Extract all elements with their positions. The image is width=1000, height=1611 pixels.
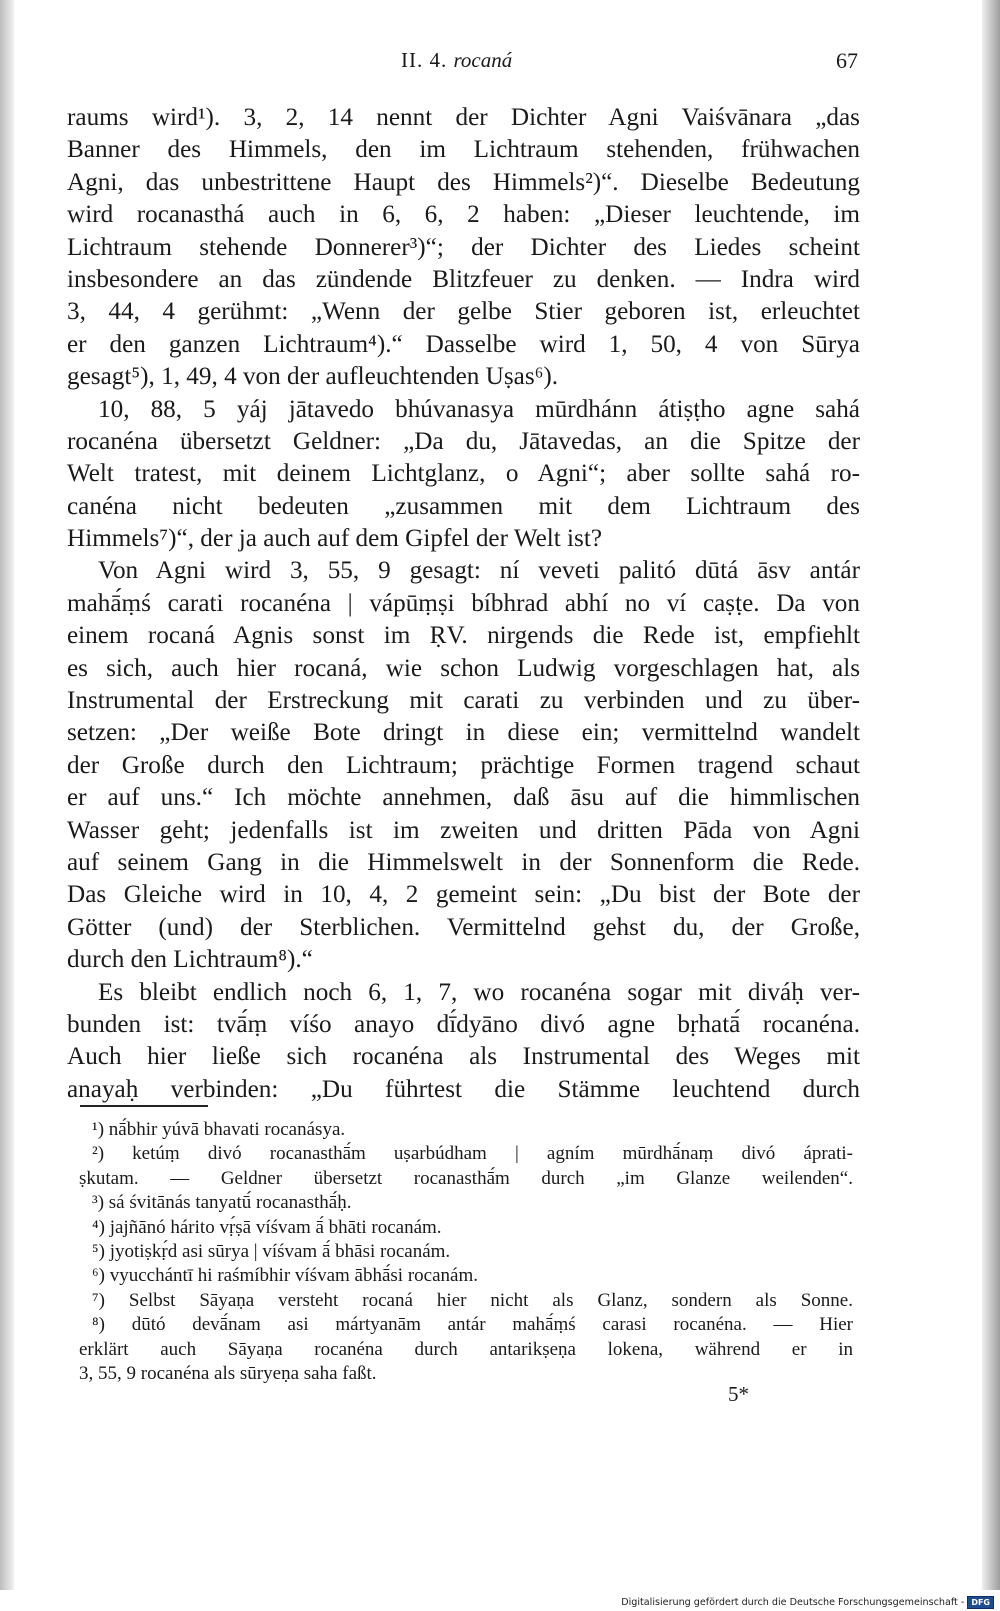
text-line: Himmels⁷)“, der ja auch auf dem Gipfel der Welt ist? — [67, 525, 603, 553]
text-line: 10, 88, 5 yáj jātavedo bhúvanasya mūrdhánn átiṣṭho agne sahá — [98, 395, 860, 423]
text-line: Auch hier ließe sich rocanéna als Instrumental des Weges mit — [67, 1043, 860, 1071]
text-line: canéna nicht bedeuten „zusammen mit dem Lichtraum des — [67, 492, 860, 520]
text-line: mahā́ṃś carati rocanéna | vápūṃṣi bíbhrad abhí no ví caṣṭe. Da von — [67, 589, 860, 617]
text-line: Das Gleiche wird in 10, 4, 2 gemeint sein: „Du bist der Bote der — [67, 881, 860, 909]
text-line: rocanéna übersetzt Geldner: „Da du, Jātavedas, an die Spitze der — [67, 427, 860, 455]
footnote-line: ṣkutam. — Geldner übersetzt rocanasthā́m durch „im Glanze weilenden“. — [79, 1167, 853, 1189]
text-line: der Große durch den Lichtraum; prächtige Formen tragend schaut — [67, 751, 860, 779]
text-line: Wasser geht; jedenfalls ist im zweiten und dritten Pāda von Agni — [67, 816, 860, 844]
text-line: Götter (und) der Sterblichen. Vermittelnd gehst du, der Große, — [67, 913, 860, 941]
text-line: setzen: „Der weiße Bote dringt in diese ein; vermittelnd wandelt — [67, 719, 860, 747]
running-title-prefix: II. 4. — [401, 48, 448, 72]
footnote-divider — [80, 1105, 208, 1107]
footnote-line: ²) ketúṃ divó rocanasthā́m uṣarbúdham | agním mūrdhā́naṃ divó áprati- — [92, 1143, 853, 1165]
text-line: Es bleibt endlich noch 6, 1, 7, wo rocanéna sogar mit diváḥ ver- — [98, 978, 860, 1006]
footnote-line: ⁶) vyucchántī hi raśmíbhir víśvam ābhā́si rocanám. — [92, 1265, 478, 1287]
footnote-line: ⁷) Selbst Sāyaṇa versteht rocaná hier nicht als Glanz, sondern als Sonne. — [92, 1289, 853, 1311]
text-line: Agni, das unbestrittene Haupt des Himmels²)“. Dieselbe Bedeutung — [67, 168, 860, 196]
text-line: wird rocanasthá auch in 6, 6, 2 haben: „Dieser leuchtende, im — [67, 201, 860, 229]
digitization-credit — [621, 1596, 994, 1609]
text-line: er auf uns.“ Ich möchte annehmen, daß āsu auf die himmlischen — [67, 784, 860, 812]
text-line: anayaḥ verbinden: „Du führtest die Stämme leuchtend durch — [67, 1075, 860, 1103]
running-title — [401, 48, 512, 73]
text-line: auf seinem Gang in die Himmelswelt in der Sonnenform die Rede. — [67, 848, 860, 876]
footnote-line: erklärt auch Sāyaṇa rocanéna durch antarikṣeṇa lokena, während er in — [79, 1338, 853, 1360]
text-line: gesagt⁵), 1, 49, 4 von der aufleuchtenden Uṣas⁶). — [67, 363, 559, 391]
text-line: insbesondere an das zündende Blitzfeuer zu denken. — Indra wird — [67, 265, 860, 293]
text-line: er den ganzen Lichtraum⁴).“ Dasselbe wird 1, 50, 4 von Sūrya — [67, 330, 860, 358]
footnote-line: ⁴) jajñānó hárito vṛ́ṣā víśvam ā́ bhāti rocanám. — [92, 1216, 442, 1238]
text-line: Von Agni wird 3, 55, 9 gesagt: ní veveti palitó dūtá āsv antár — [98, 557, 860, 585]
text-line: raums wird¹). 3, 2, 14 nennt der Dichter Agni Vaiśvānara „das — [67, 104, 860, 131]
text-line: 3, 44, 4 gerühmt: „Wenn der gelbe Stier geboren ist, erleuchtet — [67, 298, 860, 326]
text-line: Welt tratest, mit deinem Lichtglanz, o Agni“; aber sollte sahá ro- — [67, 460, 860, 488]
text-line: Banner des Himmels, den im Lichtraum stehenden, frühwachen — [67, 136, 860, 164]
page-edge-right — [982, 0, 1000, 1590]
footnote-line: ⁸) dūtó devā́nam asi mártyanām antár mahā́ṃś carasi rocanéna. — Hier — [92, 1314, 853, 1336]
text-line: einem rocaná Agnis sonst im ṚV. nirgends die Rede ist, empfiehlt — [67, 622, 860, 650]
dfg-logo: DFG — [967, 1596, 994, 1609]
body-text — [67, 102, 860, 1106]
page-edge-left — [0, 0, 14, 1590]
signature-mark: 5* — [728, 1382, 749, 1406]
text-line: bunden ist: tvā́ṃ víśo anayo dī́dyāno divó agne bṛhatā́ rocanéna. — [67, 1010, 860, 1038]
text-line: es sich, auch hier rocaná, wie schon Ludwig vorgeschlagen hat, als — [67, 654, 860, 682]
page-header — [68, 44, 858, 76]
text-line: Instrumental der Erstreckung mit carati zu verbinden und zu über- — [67, 687, 860, 715]
footnotes — [79, 1118, 853, 1386]
text-line: durch den Lichtraum⁸).“ — [67, 946, 313, 974]
footnote-line: ³) sá śvitānás tanyatū́ rocanasthā́ḥ. — [92, 1192, 352, 1214]
text-line: Lichtraum stehende Donnerer³)“; der Dichter des Liedes scheint — [67, 233, 860, 261]
footnote-line: ¹) nā́bhir yúvā bhavati rocanásya. — [92, 1119, 346, 1140]
footnote-line: 3, 55, 9 rocanéna als sūryeṇa saha faßt. — [79, 1362, 377, 1384]
page-number: 67 — [836, 48, 858, 73]
running-title-word: rocaná — [453, 48, 513, 72]
footnote-line: ⁵) jyotiṣkṛ́d asi sūrya | víśvam ā́ bhāsi rocanám. — [92, 1240, 451, 1262]
credit-text: Digitalisierung gefördert durch die Deutsche Forschungsgemeinschaft - — [621, 1597, 965, 1608]
